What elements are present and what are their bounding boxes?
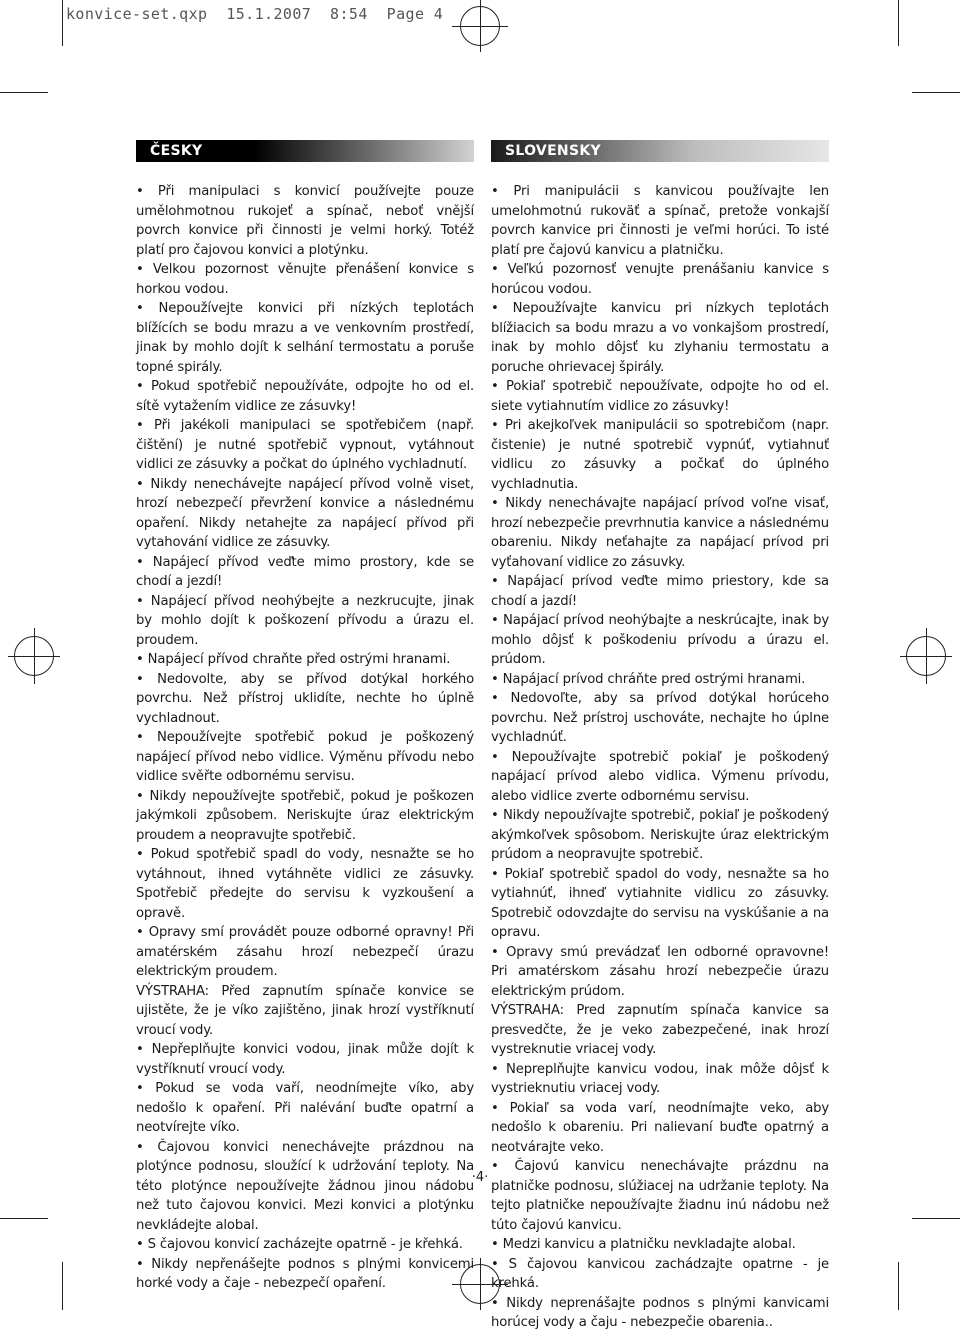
list-item: • S čajovou konvicí zacházejte opatrně - je křehká. <box>136 1237 463 1252</box>
list-item: • Opravy smú prevádzať len odborné opravovne! Pri amatérskom zásahu hrozí nebezpečie úrazu elektrickým prúdom. <box>491 944 829 999</box>
list-item: • Napájecí přívod neohýbejte a nezkrucujte, jinak by mohlo dojít k poškození přívodu a úrazu el. proudem. <box>136 593 474 648</box>
list-item: • Nikdy nepoužívajte spotrebič, pokiaľ je poškodený akýmkoľvek spôsobom. Neriskujte úraz elektrickým prúdom a neopravujte spotrebič. <box>491 808 829 862</box>
warning-text: VÝSTRAHA: Pred zapnutím spínača kanvice sa presvedčte, že je veko zabezpečené, inak hrozí vystreknutie vriacej vody. <box>491 1003 829 1057</box>
list-item: • Pri manipulácii s kanvicou používajte len umelohmotnú rukoväť a spínač, pretože vonkajší povrch kanvice pri činnosti je veľmi horúci. To isté platí pre čajovú kanvicu a platničku. <box>491 184 829 258</box>
list-item: • Opravy smí provádět pouze odborné opravny! Při amatérském zásahu hrozí nebezpečí úrazu elektrickým proudem. <box>136 925 474 979</box>
crop-mark <box>62 1262 63 1310</box>
list-item: • Pokud spotřebič nepoužíváte, odpojte ho od el. sítě vytažením vidlice ze zásuvky! <box>136 379 474 414</box>
list-item: • Velkou pozornost věnujte přenášení konvice s horkou vodou. <box>136 262 474 297</box>
warning-text: VÝSTRAHA: Před zapnutím spínače konvice se ujistěte, že je víko zajištěno, jinak hrozí vystříknutí vroucí vody. <box>136 983 474 1038</box>
list-item: • Při manipulaci s konvicí používejte pouze umělohmotnou rukojeť a spínač, neboť vnější povrch konvice při činnosti je velmi horký. Totéž platí pro čajovou konvici a plotýnku. <box>136 184 474 258</box>
list-item: • Pokiaľ spotrebič nepoužívate, odpojte ho od el. siete vytiahnutím vidlice zo zásuvky! <box>491 379 829 414</box>
list-item: • Čajovou konvici nenechávejte prázdnou na plotýnce podnosu, sloužící k udržování teploty. Na této plotýnce nepoužívejte žádnou jinou nádobu než tuto čajovou konvici. Mezi konvici a plotýnku nevkládejte alobal. <box>136 1139 474 1233</box>
list-item: • Nikdy neprenášajte podnos s plnými kanvicami horúcej vody a čaju - nebezpečie obarenia.. <box>491 1295 829 1330</box>
list-item: • Napájecí přívod veďte mimo prostory, kde se chodí a jezdí! <box>136 554 474 589</box>
list-item: • Nikdy nenechávejte napájecí přívod volně viset, hrozí nebezpečí převržení konvice a následnému opaření. Nikdy netahejte za napájecí přívod při vytahování vidlice ze zásuvky. <box>136 476 474 550</box>
crop-mark <box>912 1218 960 1219</box>
list-item: • Nepoužívajte spotrebič pokiaľ je poškodený napájací prívod alebo vidlica. Výmenu prívodu, alebo vidlice zverte odbornému servisu. <box>491 749 829 804</box>
list-item: • Nikdy nenechávajte napájací prívod voľne visať, hrozí nebezpečie prevrhnutia kanvice a následnému obareniu. Nikdy neťahajte za napájací prívod pri vyťahovaní vidlice zo zásuvky. <box>491 496 829 570</box>
slovak-column <box>491 140 829 1333</box>
registration-crosshair <box>900 656 952 657</box>
list-item: • Pokud spotřebič spadl do vody, nesnažte se ho vytáhnout, ihned vytáhněte vidlici ze zásuvky. Spotřebič předejte do servisu k vyzkoušení a opravě. <box>136 847 474 921</box>
crop-mark <box>0 92 48 93</box>
crop-mark <box>0 1218 48 1219</box>
list-item: • Pokiaľ sa voda varí, neodnímajte veko, aby nedošlo k obareniu. Pri nalievaní buďte opatrný a neotvárajte veko. <box>491 1100 829 1155</box>
czech-column <box>136 140 474 1294</box>
list-item: • Medzi kanvicu a platničku nevkladajte alobal. <box>491 1237 796 1252</box>
list-item: • Nedovoľte, aby sa prívod dotýkal horúceho povrchu. Než prístroj uschováte, nechajte ho úplne vychladnúť. <box>491 691 829 745</box>
list-item: • Při jakékoli manipulaci se spotřebičem (např. čištění) je nutné spotřebič vypnout, vytáhnout vidlici ze zásuvky a počkat do úplného vychladnutí. <box>136 418 474 472</box>
list-item: • Napájací prívod neohýbajte a neskrúcajte, inak by mohlo dôjsť k poškodeniu prívodu a úrazu el. prúdom. <box>491 613 829 667</box>
list-item: • Pokiaľ spotrebič spadol do vody, nesnažte sa ho vytiahnúť, ihneď vytiahnite vidlicu zo zásuvky. Spotrebič odovzdajte do servisu na vyskúšanie a na opravu. <box>491 866 829 940</box>
list-item: • Nikdy nepoužívejte spotřebič, pokud je poškozen jakýmkoli způsobem. Neriskujte úraz elektrickým proudem a neopravujte spotřebič. <box>136 788 474 843</box>
czech-heading: ČESKY <box>150 143 203 159</box>
list-item: • Nepreplňujte kanvicu vodou, inak môže dôjsť k vystrieknutiu vriacej vody. <box>491 1061 829 1096</box>
slovak-heading-bar <box>491 140 829 162</box>
list-item: • Nepoužívejte konvici při nízkých teplotách blížících se bodu mrazu a ve venkovním prostředí, jinak by mohlo dojít k selhání termostatu a poruše topné spirály. <box>136 301 474 375</box>
list-item: • Nepřeplňujte konvici vodou, jinak může dojít k vystříknutí vroucí vody. <box>136 1042 474 1077</box>
list-item: • Čajovú kanvicu nenechávajte prázdnu na platničke podnosu, slúžiacej na udržanie teploty. Na tejto platničke nepoužívajte žiadnu inú nádobu než túto čajovú kanvicu. <box>491 1159 829 1233</box>
list-item: • Nikdy nepřenášejte podnos s plnými konvicemi horké vody a čaje - nebezpečí opaření. <box>136 1256 474 1291</box>
slovak-heading: SLOVENSKY <box>505 143 601 159</box>
crop-mark <box>912 92 960 93</box>
list-item: • Nedovolte, aby se přívod dotýkal horkého povrchu. Než přístroj uklidíte, nechte ho úplně vychladnout. <box>136 671 474 726</box>
page-number: ·4· <box>471 1170 489 1185</box>
list-item: • Nepoužívajte kanvicu pri nízkych teplotách blížiacich sa bodu mrazu a vo vonkajšom prostredí, inak by mohlo dôjsť ku zlyhaniu termostatu a poruche ohrievacej špirály. <box>491 301 829 375</box>
list-item: • Napájecí přívod chraňte před ostrými hranami. <box>136 652 451 667</box>
crop-mark <box>898 1262 899 1310</box>
list-item: • S čajovou kanvicou zachádzajte opatrne - je krehká. <box>491 1256 829 1291</box>
list-item: • Nepoužívejte spotřebič pokud je poškozený napájecí přívod nebo vidlice. Výměnu přívodu nebo vidlice svěřte odbornému servisu. <box>136 730 474 784</box>
crop-mark <box>898 0 899 46</box>
crop-mark <box>62 0 63 46</box>
registration-crosshair <box>452 26 508 27</box>
czech-heading-bar <box>136 140 474 162</box>
list-item: • Pokud se voda vaří, neodnímejte víko, aby nedošlo k opaření. Při nalévání buďte opatrní a neotvírejte víko. <box>136 1081 474 1135</box>
list-item: • Napájací prívod veďte mimo priestory, kde sa chodí a jazdí! <box>491 574 829 609</box>
print-slug-line: konvice-set.qxp 15.1.2007 8:54 Page 4 <box>66 5 444 23</box>
list-item: • Napájací prívod chráňte pred ostrými hranami. <box>491 671 806 687</box>
list-item: • Veľkú pozornosť venujte prenášaniu kanvice s horúcou vodou. <box>491 262 829 297</box>
registration-crosshair <box>8 656 60 657</box>
list-item: • Pri akejkoľvek manipulácii so spotrebičom (napr. čistenie) je nutné spotrebič vypnúť, vytiahnuť vidlicu zo zásuvky a počkať do úplného vychladnutia. <box>491 418 829 492</box>
